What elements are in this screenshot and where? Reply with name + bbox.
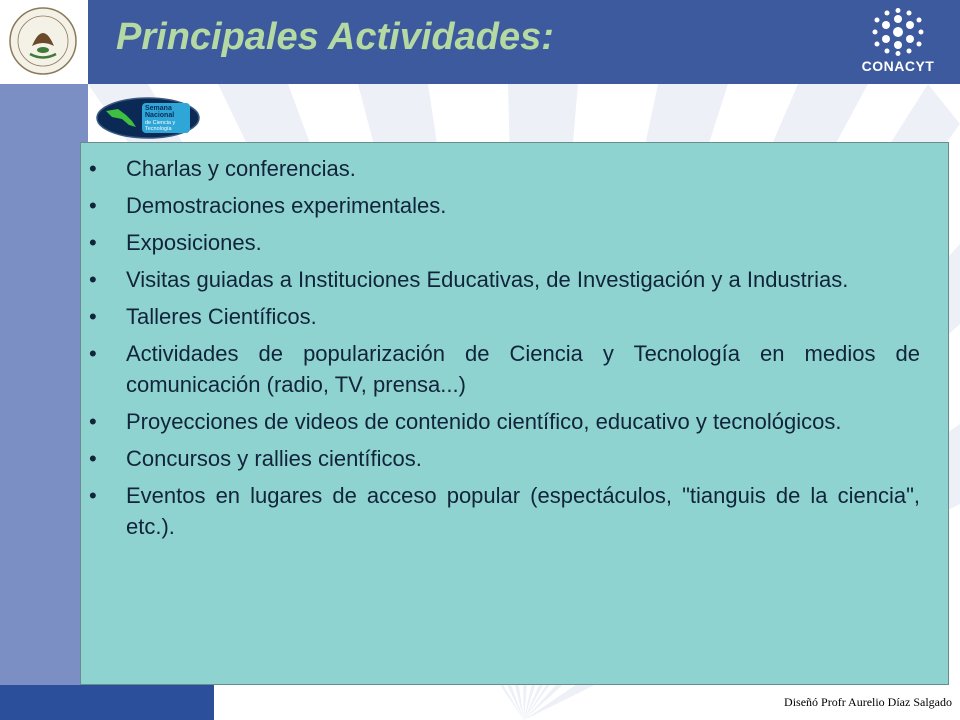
activity-text: Proyecciones de videos de contenido científico, educativo y tecnológicos.	[126, 409, 842, 434]
bullet-icon: •	[89, 409, 97, 434]
bullet-icon: •	[89, 156, 97, 181]
activity-text: Talleres Científicos.	[126, 304, 317, 329]
snct-word-1: Semana	[145, 105, 172, 112]
activities-list	[81, 143, 948, 542]
footer-credit: Diseñó Profr Aurelio Díaz Salgado	[784, 695, 952, 709]
activity-text: Visitas guiadas a Instituciones Educativas, de Investigación y a Industrias.	[126, 267, 849, 292]
snct-word-4: Tecnología	[145, 126, 172, 132]
bullet-icon: •	[89, 267, 97, 292]
list-item	[81, 480, 920, 542]
activities-box	[80, 142, 949, 685]
list-item	[81, 443, 920, 474]
snct-word-3: de Ciencia y	[145, 120, 176, 126]
bullet-icon: •	[89, 483, 97, 508]
activity-text: Demostraciones experimentales.	[126, 193, 447, 218]
bullet-icon: •	[89, 446, 97, 471]
list-item	[81, 264, 920, 295]
bullet-icon: •	[89, 230, 97, 255]
conacyt-emblem-icon	[872, 8, 924, 56]
conacyt-logo	[850, 8, 946, 78]
list-item	[81, 153, 920, 184]
list-item	[81, 338, 920, 400]
left-band	[0, 0, 88, 720]
list-item	[81, 190, 920, 221]
activity-text: Eventos en lugares de acceso popular (espectáculos, "tianguis de la ciencia", etc.).	[126, 483, 920, 539]
conacyt-label: CONACYT	[861, 58, 935, 74]
semana-nacional-logo	[96, 97, 200, 139]
activity-text: Exposiciones.	[126, 230, 262, 255]
list-item	[81, 301, 920, 332]
page-title: Principales Actividades:	[116, 16, 554, 58]
snct-word-2: Nacional	[145, 112, 175, 119]
activity-text: Concursos y rallies científicos.	[126, 446, 422, 471]
bullet-icon: •	[89, 193, 97, 218]
bullet-icon: •	[89, 304, 97, 329]
bullet-icon: •	[89, 341, 97, 366]
list-item	[81, 406, 920, 437]
activity-text: Actividades de popularización de Ciencia y Tecnología en medios de comunicación (radio, TV, prensa...)	[126, 341, 920, 397]
mexico-seal-logo	[8, 6, 78, 76]
list-item	[81, 227, 920, 258]
activity-text: Charlas y conferencias.	[126, 156, 356, 181]
bottom-bar	[0, 685, 214, 720]
